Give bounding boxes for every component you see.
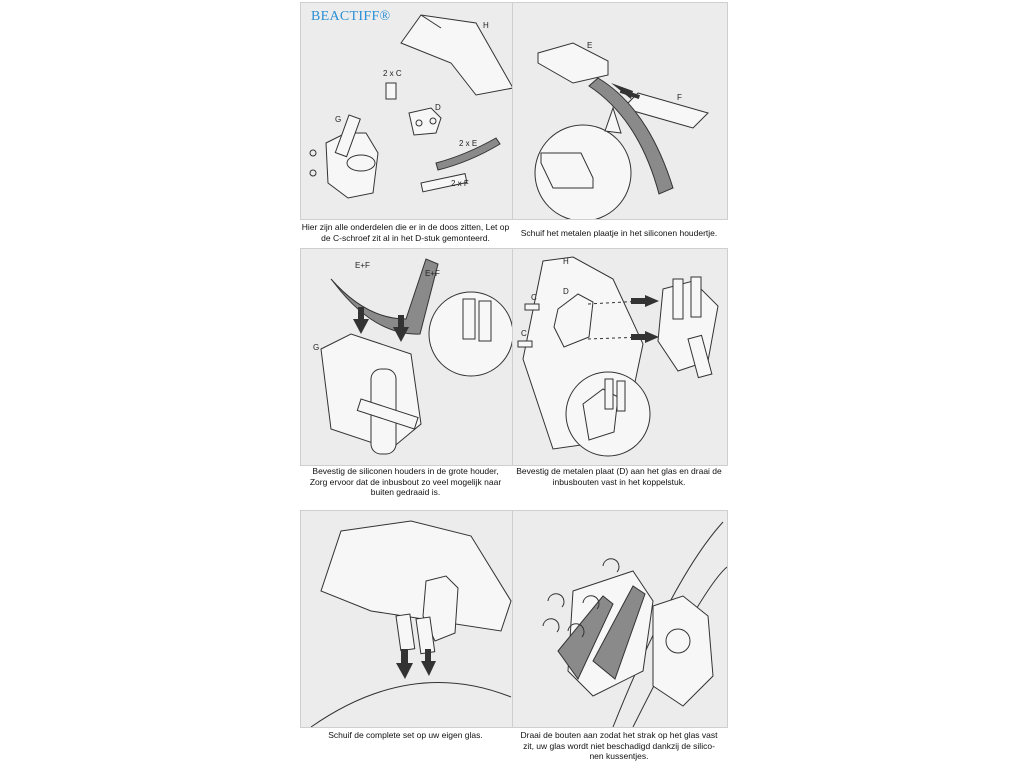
slide-plate-drawing bbox=[513, 3, 727, 219]
brand-logo: BEACTIFF® bbox=[311, 9, 391, 24]
step-4-caption: Bevestig de metalen plaat (D) aan het glas en draai de inbusbouten vast in het koppelstuk. bbox=[516, 466, 722, 487]
step-3-caption: Bevestig de siliconen houders in de grote houder, Zorg ervoor dat de inbusbout zo veel mogelijk naar buiten gedraaid is. bbox=[309, 466, 502, 497]
step-5-illustration bbox=[300, 510, 513, 728]
step-1-caption: Hier zijn alle onderdelen die er in de doos zitten, Let op de C-schroef zit al in het D-stuk gemonteerd. bbox=[301, 222, 510, 243]
step-1-illustration bbox=[300, 2, 513, 220]
step-2-illustration bbox=[512, 2, 728, 220]
part-label-h: H bbox=[563, 257, 569, 266]
part-label-e: 2 x E bbox=[459, 139, 478, 148]
insert-holders-drawing bbox=[301, 249, 512, 465]
part-label-f: 2 x F bbox=[451, 179, 469, 188]
part-label-ef-left: E+F bbox=[355, 261, 370, 270]
step-2-caption: Schuif het metalen plaatje in het siliconen houdertje. bbox=[520, 228, 718, 238]
step-3-illustration bbox=[300, 248, 513, 466]
step-6-illustration bbox=[512, 510, 728, 728]
part-label-g: G bbox=[313, 343, 320, 352]
part-label-c: 2 x C bbox=[383, 69, 402, 78]
part-label-f: F bbox=[677, 93, 682, 102]
part-label-d: D bbox=[435, 103, 441, 112]
part-label-g: G bbox=[335, 115, 342, 124]
part-label-ef-right: E+F bbox=[425, 269, 440, 278]
step-6-caption: Draai de bouten aan zodat het strak op het glas vast zit, uw glas wordt niet beschadigd dankzij de silico- nen kussentjes. bbox=[520, 730, 718, 761]
step-5-caption: Schuif de complete set op uw eigen glas. bbox=[328, 730, 483, 740]
part-label-h: H bbox=[483, 21, 489, 30]
part-label-e: E bbox=[587, 41, 593, 50]
part-label-c-top: C bbox=[531, 293, 537, 302]
part-label-c-bottom: C bbox=[521, 329, 527, 338]
slide-onto-screen-drawing bbox=[301, 511, 512, 727]
parts-overview-drawing bbox=[301, 3, 512, 219]
instruction-sheet bbox=[298, 0, 728, 768]
step-4-illustration bbox=[512, 248, 728, 466]
attach-plate-drawing bbox=[513, 249, 727, 465]
part-label-d: D bbox=[563, 287, 569, 296]
tighten-bolts-drawing bbox=[513, 511, 727, 727]
